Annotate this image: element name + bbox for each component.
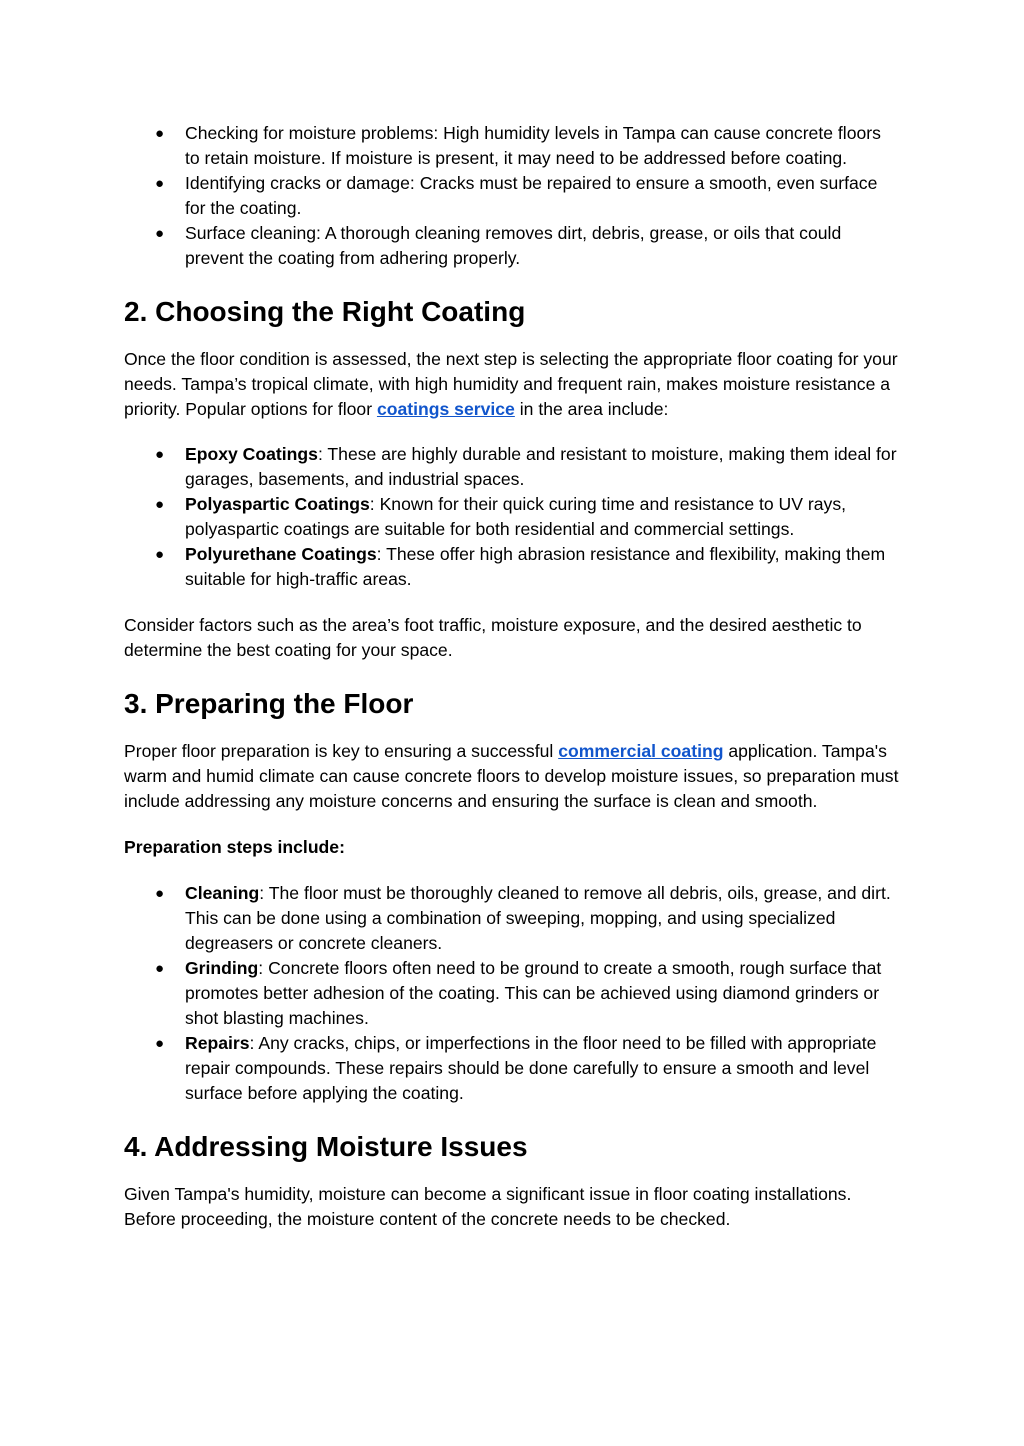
list-item-term: Repairs (185, 1033, 250, 1053)
list-item (124, 121, 900, 171)
bullet-icon: ● (155, 175, 165, 192)
list-item-text: Identifying cracks or damage: Cracks must be repaired to ensure a smooth, even surface for the coating. (185, 173, 878, 218)
list-item (124, 542, 900, 592)
list-item-term: Polyurethane Coatings (185, 544, 377, 564)
list-item-text: : Any cracks, chips, or imperfections in the floor need to be filled with appropriate repair compounds. These repairs should be done carefully to ensure a smooth and level surface before applying the coating. (185, 1033, 877, 1103)
list-item (124, 442, 900, 492)
list-item-text: Checking for moisture problems: High humidity levels in Tampa can cause concrete floors to retain moisture. If moisture is present, it may need to be addressed before coating. (185, 123, 881, 168)
commercial-coating-link[interactable]: commercial coating (558, 741, 724, 761)
section-heading-choosing-coating: 2. Choosing the Right Coating (124, 296, 526, 327)
paragraph-text: Once the floor condition is assessed, the next step is selecting the appropriate floor coating for your needs. Tampa’s tropical climate, with high humidity and frequent rain, makes moisture resistance a priority. Popular options for floor (124, 349, 898, 419)
preparation-steps-list (124, 881, 900, 1106)
list-item-term: Epoxy Coatings (185, 444, 318, 464)
paragraph-moisture-intro: Given Tampa's humidity, moisture can become a significant issue in floor coating installations. Before proceeding, the moisture content of the concrete needs to be checked. (124, 1184, 852, 1229)
bullet-icon: ● (155, 496, 165, 513)
list-item-term: Cleaning (185, 883, 260, 903)
paragraph-text: application. Tampa's warm and humid climate can cause concrete floors to develop moisture issues, so preparation must include addressing any moisture concerns and ensuring the surface is clean and smooth. (124, 741, 899, 811)
list-item (124, 881, 900, 956)
preparation-steps-subheading: Preparation steps include: (124, 837, 345, 857)
section-heading-moisture-issues: 4. Addressing Moisture Issues (124, 1131, 528, 1162)
bullet-icon: ● (155, 885, 165, 902)
list-item-text: : Known for their quick curing time and resistance to UV rays, polyaspartic coatings are suitable for both residential and commercial settings. (185, 494, 847, 539)
paragraph-consider-factors: Consider factors such as the area’s foot traffic, moisture exposure, and the desired aesthetic to determine the best coating for your space. (124, 615, 862, 660)
bullet-icon: ● (155, 446, 165, 463)
list-item-text: : These are highly durable and resistant to moisture, making them ideal for garages, basements, and industrial spaces. (185, 444, 897, 489)
bullet-icon: ● (155, 1035, 165, 1052)
list-item (124, 221, 900, 271)
list-item-text: : Concrete floors often need to be ground to create a smooth, rough surface that promotes better adhesion of the coating. This can be achieved using diamond grinders or shot blasting machines. (185, 958, 882, 1028)
list-item-text: Surface cleaning: A thorough cleaning removes dirt, debris, grease, or oils that could prevent the coating from adhering properly. (185, 223, 842, 268)
list-item-term: Polyaspartic Coatings (185, 494, 370, 514)
bullet-icon: ● (155, 546, 165, 563)
paragraph-preparation-intro (124, 739, 900, 814)
paragraph-text: Proper floor preparation is key to ensuring a successful (124, 741, 559, 761)
section-heading-preparing-floor: 3. Preparing the Floor (124, 688, 414, 719)
list-item (124, 1031, 900, 1106)
paragraph-coating-intro (124, 347, 900, 422)
paragraph-text: in the area include: (514, 399, 669, 419)
bullet-icon: ● (155, 125, 165, 142)
coating-types-list (124, 442, 900, 592)
list-item (124, 492, 900, 542)
bullet-icon: ● (155, 960, 165, 977)
assessment-list (124, 121, 900, 271)
list-item-text: : These offer high abrasion resistance and flexibility, making them suitable for high-traffic areas. (185, 544, 886, 589)
document-page (124, 121, 900, 1232)
bullet-icon: ● (155, 225, 165, 242)
list-item-term: Grinding (185, 958, 259, 978)
list-item (124, 171, 900, 221)
list-item-text: : The floor must be thoroughly cleaned to remove all debris, oils, grease, and dirt. This can be done using a combination of sweeping, mopping, and using specialized degreasers or concrete cleaners. (185, 883, 891, 953)
list-item (124, 956, 900, 1031)
coatings-service-link[interactable]: coatings service (376, 399, 515, 419)
